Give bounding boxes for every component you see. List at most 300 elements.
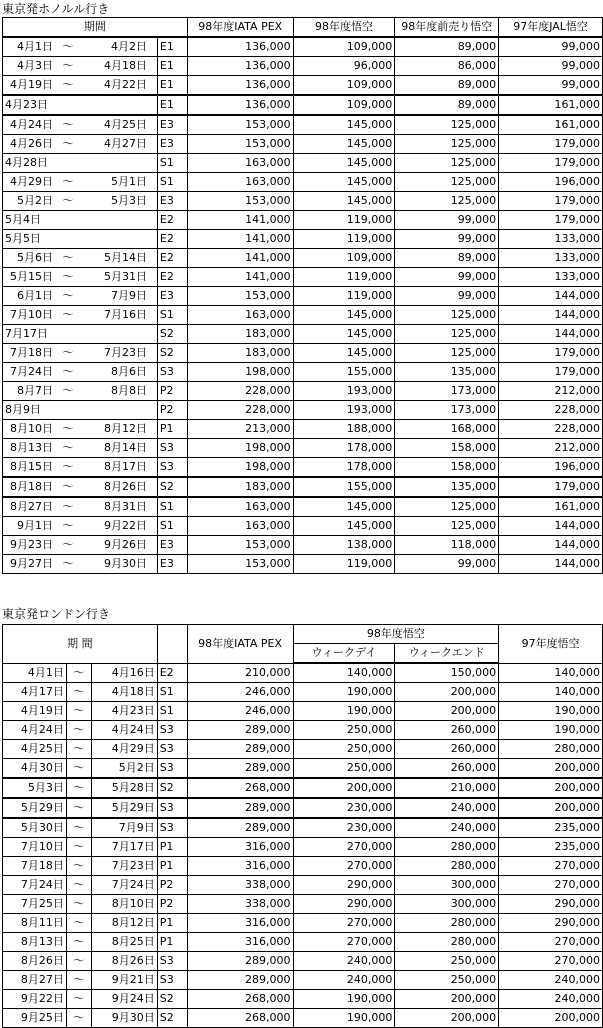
fare-value: 125,000 — [395, 344, 499, 363]
table-row — [3, 663, 603, 683]
period-separator: ～ — [62, 78, 74, 91]
period-end: 5月28日 — [91, 778, 157, 798]
fare-value: 144,000 — [499, 325, 603, 344]
period-end: 9月30日 — [91, 1009, 157, 1028]
fare-value: 161,000 — [499, 115, 603, 135]
period-separator: ～ — [66, 914, 91, 933]
season-code: S2 — [157, 1009, 187, 1028]
fare-value: 153,000 — [187, 287, 293, 306]
fare-value: 289,000 — [187, 818, 293, 838]
fare-value: 290,000 — [499, 914, 603, 933]
fare-value: 145,000 — [293, 192, 395, 211]
fare-value: 153,000 — [187, 536, 293, 555]
goku98-header: 98年度悟空 — [293, 625, 499, 644]
period-cell — [3, 154, 158, 173]
period-end: 5月31日 — [104, 270, 147, 283]
fare-value: 99,000 — [499, 37, 603, 57]
period-separator: ～ — [66, 1009, 91, 1028]
period-separator: ～ — [62, 557, 74, 570]
table-row — [3, 325, 603, 344]
period-start: 8月18日 — [10, 480, 53, 493]
period-cell — [3, 497, 158, 517]
period-start: 9月25日 — [3, 1009, 67, 1028]
fare-value: 300,000 — [395, 895, 499, 914]
table-row — [3, 971, 603, 990]
season-code: S3 — [157, 363, 187, 382]
fare-value: 168,000 — [395, 420, 499, 439]
fare-value: 138,000 — [293, 536, 395, 555]
period-separator: ～ — [62, 500, 74, 513]
fare-value: 196,000 — [499, 173, 603, 192]
period-separator: ～ — [62, 346, 74, 359]
fare-value: 200,000 — [395, 683, 499, 702]
period-cell — [3, 173, 158, 192]
fare-value: 163,000 — [187, 497, 293, 517]
fare-value: 190,000 — [293, 683, 395, 702]
fare-value: 178,000 — [293, 458, 395, 478]
fare-value: 179,000 — [499, 344, 603, 363]
table-row — [3, 344, 603, 363]
fare-value: 136,000 — [187, 37, 293, 57]
fare-value: 136,000 — [187, 57, 293, 76]
table-row — [3, 933, 603, 952]
period-cell — [3, 420, 158, 439]
fare-value: 96,000 — [293, 57, 395, 76]
period-start: 5月5日 — [5, 232, 41, 245]
fare-value: 125,000 — [395, 325, 499, 344]
fare-value: 153,000 — [187, 555, 293, 574]
table-row — [3, 57, 603, 76]
period-start: 4月1日 — [3, 663, 67, 683]
fare-value: 230,000 — [293, 818, 395, 838]
season-code: E3 — [157, 536, 187, 555]
season-code: P2 — [157, 382, 187, 401]
fare-value: 133,000 — [499, 268, 603, 287]
fare-value: 125,000 — [395, 497, 499, 517]
period-start: 8月27日 — [10, 500, 53, 513]
fare-value: 250,000 — [395, 952, 499, 971]
fare-value: 210,000 — [395, 778, 499, 798]
period-end: 4月22日 — [104, 78, 147, 91]
table-row — [3, 778, 603, 798]
period-start: 8月13日 — [3, 933, 67, 952]
period-start: 7月17日 — [5, 327, 48, 340]
fare-value: 158,000 — [395, 439, 499, 458]
period-separator: ～ — [66, 721, 91, 740]
fare-value: 86,000 — [395, 57, 499, 76]
fare-value: 235,000 — [499, 838, 603, 857]
season-header — [157, 625, 187, 664]
fare-value: 109,000 — [293, 76, 395, 96]
period-end: 4月18日 — [104, 59, 147, 72]
period-cell — [3, 287, 158, 306]
fare-value: 179,000 — [499, 211, 603, 230]
period-start: 8月11日 — [3, 914, 67, 933]
fare-value: 289,000 — [187, 759, 293, 779]
fare-value: 163,000 — [187, 517, 293, 536]
table-row — [3, 306, 603, 325]
fare-column-header: 97年度JAL悟空 — [499, 18, 603, 38]
period-header: 期間 — [3, 18, 188, 38]
season-code: S1 — [157, 306, 187, 325]
fare-value: 140,000 — [499, 663, 603, 683]
season-code: S1 — [157, 517, 187, 536]
honolulu-title: 東京発ホノルル行き — [2, 2, 110, 16]
fare-value: 196,000 — [499, 458, 603, 478]
fare-value: 268,000 — [187, 778, 293, 798]
fare-value: 145,000 — [293, 344, 395, 363]
period-end: 4月23日 — [91, 702, 157, 721]
period-end: 8月12日 — [91, 914, 157, 933]
fare-value: 155,000 — [293, 477, 395, 497]
period-start: 6月1日 — [17, 289, 53, 302]
fare-value: 89,000 — [395, 37, 499, 57]
fare-value: 183,000 — [187, 344, 293, 363]
fare-value: 133,000 — [499, 230, 603, 249]
season-code: E3 — [157, 115, 187, 135]
season-code: E1 — [157, 76, 187, 96]
period-start: 9月23日 — [10, 538, 53, 551]
period-start: 7月25日 — [3, 895, 67, 914]
period-separator: ～ — [66, 740, 91, 759]
fare-value: 198,000 — [187, 439, 293, 458]
honolulu-fare-table — [2, 17, 603, 574]
period-end: 8月17日 — [104, 460, 147, 473]
period-end: 9月24日 — [91, 990, 157, 1009]
fare-value: 99,000 — [395, 268, 499, 287]
season-code: P2 — [157, 876, 187, 895]
period-start: 4月19日 — [3, 702, 67, 721]
fare-value: 316,000 — [187, 857, 293, 876]
fare-value: 109,000 — [293, 95, 395, 115]
fare-value: 179,000 — [499, 363, 603, 382]
period-end: 8月26日 — [91, 952, 157, 971]
season-code: S3 — [157, 439, 187, 458]
fare-value: 141,000 — [187, 230, 293, 249]
period-end: 5月14日 — [104, 251, 147, 264]
period-start: 4月3日 — [17, 59, 53, 72]
season-code: S2 — [157, 990, 187, 1009]
table-row — [3, 458, 603, 478]
fare-value: 145,000 — [293, 306, 395, 325]
fare-value: 212,000 — [499, 382, 603, 401]
fare-value: 183,000 — [187, 325, 293, 344]
fare-value: 270,000 — [293, 838, 395, 857]
season-code: E2 — [157, 249, 187, 268]
period-end: 9月21日 — [91, 971, 157, 990]
fare-value: 145,000 — [293, 325, 395, 344]
period-end: 4月25日 — [104, 118, 147, 131]
period-cell — [3, 325, 158, 344]
table-row — [3, 838, 603, 857]
table-row — [3, 952, 603, 971]
fare-value: 240,000 — [395, 798, 499, 818]
period-start: 9月1日 — [17, 519, 53, 532]
fare-value: 270,000 — [293, 857, 395, 876]
fare-value: 246,000 — [187, 683, 293, 702]
period-cell — [3, 306, 158, 325]
period-start: 4月24日 — [10, 118, 53, 131]
fare-value: 198,000 — [187, 363, 293, 382]
fare-value: 250,000 — [293, 740, 395, 759]
fare-value: 119,000 — [293, 211, 395, 230]
fare-value: 163,000 — [187, 173, 293, 192]
fare-value: 179,000 — [499, 192, 603, 211]
fare-value: 200,000 — [499, 798, 603, 818]
fare-value: 145,000 — [293, 497, 395, 517]
period-cell — [3, 458, 158, 478]
fare-value: 125,000 — [395, 306, 499, 325]
season-code: E3 — [157, 192, 187, 211]
fare-value: 280,000 — [395, 933, 499, 952]
fare-value: 190,000 — [293, 702, 395, 721]
fare-value: 212,000 — [499, 439, 603, 458]
fare-value: 235,000 — [499, 818, 603, 838]
period-separator: ～ — [62, 175, 74, 188]
fare-column-header: 98年度悟空 — [293, 18, 395, 38]
fare-value: 200,000 — [395, 990, 499, 1009]
fare-value: 200,000 — [499, 778, 603, 798]
fare-value: 144,000 — [499, 517, 603, 536]
fare-value: 270,000 — [499, 952, 603, 971]
period-start: 7月18日 — [3, 857, 67, 876]
table-row — [3, 857, 603, 876]
fare-value: 246,000 — [187, 702, 293, 721]
fare-value: 300,000 — [395, 876, 499, 895]
fare-value: 155,000 — [293, 363, 395, 382]
period-end: 5月29日 — [91, 798, 157, 818]
period-cell — [3, 439, 158, 458]
fare-value: 260,000 — [395, 740, 499, 759]
fare-value: 145,000 — [293, 173, 395, 192]
fare-value: 213,000 — [187, 420, 293, 439]
fare-value: 250,000 — [395, 971, 499, 990]
fare-value: 289,000 — [187, 971, 293, 990]
fare-value: 99,000 — [395, 555, 499, 574]
fare-value: 153,000 — [187, 115, 293, 135]
season-code: S1 — [157, 173, 187, 192]
fare-value: 193,000 — [293, 401, 395, 420]
fare-value: 200,000 — [395, 702, 499, 721]
period-start: 5月30日 — [3, 818, 67, 838]
period-cell — [3, 363, 158, 382]
fare-value: 125,000 — [395, 135, 499, 154]
fare-value: 193,000 — [293, 382, 395, 401]
period-start: 4月23日 — [5, 98, 48, 111]
fare-value: 141,000 — [187, 249, 293, 268]
season-code: S1 — [157, 154, 187, 173]
period-separator: ～ — [66, 759, 91, 779]
fare-value: 280,000 — [395, 857, 499, 876]
season-code: S3 — [157, 759, 187, 779]
period-separator: ～ — [66, 876, 91, 895]
period-separator: ～ — [62, 270, 74, 283]
fare-value: 290,000 — [499, 895, 603, 914]
period-end: 7月24日 — [91, 876, 157, 895]
period-separator: ～ — [62, 59, 74, 72]
period-cell — [3, 192, 158, 211]
table-row — [3, 401, 603, 420]
table-row — [3, 420, 603, 439]
fare-value: 240,000 — [293, 971, 395, 990]
fare-value: 228,000 — [499, 401, 603, 420]
fare-value: 260,000 — [395, 759, 499, 779]
fare-value: 173,000 — [395, 401, 499, 420]
iata-header: 98年度IATA PEX — [187, 625, 293, 664]
period-start: 7月24日 — [10, 365, 53, 378]
period-separator: ～ — [66, 971, 91, 990]
period-start: 7月10日 — [10, 308, 53, 321]
london-header-row — [3, 625, 603, 644]
fare-value: 158,000 — [395, 458, 499, 478]
period-cell — [3, 95, 158, 115]
period-start: 4月1日 — [17, 40, 53, 53]
period-start: 8月10日 — [10, 422, 53, 435]
period-end: 7月16日 — [104, 308, 147, 321]
fare-value: 125,000 — [395, 173, 499, 192]
table-row — [3, 555, 603, 574]
fare-value: 145,000 — [293, 154, 395, 173]
period-end: 8月31日 — [104, 500, 147, 513]
fare-value: 125,000 — [395, 115, 499, 135]
fare-value: 190,000 — [293, 1009, 395, 1028]
fare-value: 250,000 — [293, 759, 395, 779]
period-separator: ～ — [62, 460, 74, 473]
period-start: 4月28日 — [5, 156, 48, 169]
period-separator: ～ — [66, 990, 91, 1009]
table-row — [3, 268, 603, 287]
fare-value: 173,000 — [395, 382, 499, 401]
fare-value: 240,000 — [499, 971, 603, 990]
season-code: S3 — [157, 818, 187, 838]
period-cell — [3, 57, 158, 76]
table-row — [3, 173, 603, 192]
period-start: 7月10日 — [3, 838, 67, 857]
period-end: 7月9日 — [111, 289, 147, 302]
period-start: 8月26日 — [3, 952, 67, 971]
period-end: 9月22日 — [104, 519, 147, 532]
fare-value: 125,000 — [395, 192, 499, 211]
period-start: 7月24日 — [3, 876, 67, 895]
fare-value: 89,000 — [395, 249, 499, 268]
period-end: 8月10日 — [91, 895, 157, 914]
period-start: 5月6日 — [17, 251, 53, 264]
fare-value: 289,000 — [187, 721, 293, 740]
period-separator: ～ — [66, 838, 91, 857]
table-row — [3, 876, 603, 895]
period-end: 8月12日 — [104, 422, 147, 435]
london-fare-table — [2, 624, 603, 1028]
fare-value: 89,000 — [395, 95, 499, 115]
fare-value: 338,000 — [187, 895, 293, 914]
fare-value: 119,000 — [293, 555, 395, 574]
fare-value: 188,000 — [293, 420, 395, 439]
honolulu-header-row — [3, 18, 603, 38]
season-code: P2 — [157, 895, 187, 914]
fare-value: 179,000 — [499, 135, 603, 154]
period-end: 8月6日 — [111, 365, 147, 378]
fare-value: 338,000 — [187, 876, 293, 895]
fare-value: 228,000 — [187, 401, 293, 420]
period-separator: ～ — [62, 308, 74, 321]
period-end: 7月23日 — [91, 857, 157, 876]
period-separator: ～ — [66, 952, 91, 971]
season-code: E2 — [157, 268, 187, 287]
fare-value: 290,000 — [293, 895, 395, 914]
fare-value: 145,000 — [293, 517, 395, 536]
fare-value: 150,000 — [395, 663, 499, 683]
period-start: 5月4日 — [5, 213, 41, 226]
period-start: 5月2日 — [17, 194, 53, 207]
table-row — [3, 497, 603, 517]
fare-value: 136,000 — [187, 95, 293, 115]
fare-value: 119,000 — [293, 230, 395, 249]
fare-value: 190,000 — [499, 702, 603, 721]
period-cell — [3, 115, 158, 135]
fare-value: 268,000 — [187, 990, 293, 1009]
fare-value: 144,000 — [499, 306, 603, 325]
fare-column-header: 98年度前売り悟空 — [395, 18, 499, 38]
season-code: S1 — [157, 702, 187, 721]
period-end: 8月26日 — [104, 480, 147, 493]
season-code: S3 — [157, 740, 187, 759]
period-end: 9月30日 — [104, 557, 147, 570]
fare-value: 200,000 — [499, 759, 603, 779]
fare-value: 140,000 — [499, 683, 603, 702]
fare-value: 99,000 — [499, 57, 603, 76]
season-code: E1 — [157, 37, 187, 57]
season-code: S3 — [157, 952, 187, 971]
fare-value: 161,000 — [499, 497, 603, 517]
table-row — [3, 798, 603, 818]
fare-value: 153,000 — [187, 135, 293, 154]
season-code: E3 — [157, 287, 187, 306]
fare-value: 200,000 — [395, 1009, 499, 1028]
fare-value: 179,000 — [499, 154, 603, 173]
fare-value: 144,000 — [499, 287, 603, 306]
period-end: 7月17日 — [91, 838, 157, 857]
season-code: P1 — [157, 914, 187, 933]
fare-value: 109,000 — [293, 37, 395, 57]
season-code: S1 — [157, 497, 187, 517]
period-separator: ～ — [62, 384, 74, 397]
table-row — [3, 287, 603, 306]
fare-value: 316,000 — [187, 838, 293, 857]
table-row — [3, 740, 603, 759]
fare-value: 119,000 — [293, 287, 395, 306]
period-end: 4月18日 — [91, 683, 157, 702]
season-code: S3 — [157, 971, 187, 990]
period-end: 7月23日 — [104, 346, 147, 359]
period-end: 4月27日 — [104, 137, 147, 150]
season-code: S3 — [157, 798, 187, 818]
fare-value: 163,000 — [187, 306, 293, 325]
fare-value: 289,000 — [187, 740, 293, 759]
period-separator: ～ — [62, 289, 74, 302]
fare-value: 141,000 — [187, 211, 293, 230]
period-header: 期 間 — [3, 625, 158, 664]
period-separator: ～ — [66, 895, 91, 914]
fare-value: 268,000 — [187, 1009, 293, 1028]
season-code: P1 — [157, 857, 187, 876]
fare-value: 289,000 — [187, 798, 293, 818]
period-start: 5月3日 — [3, 778, 67, 798]
period-start: 8月27日 — [3, 971, 67, 990]
fare-value: 109,000 — [293, 249, 395, 268]
fare-value: 200,000 — [293, 778, 395, 798]
table-row — [3, 683, 603, 702]
fare-value: 240,000 — [293, 952, 395, 971]
